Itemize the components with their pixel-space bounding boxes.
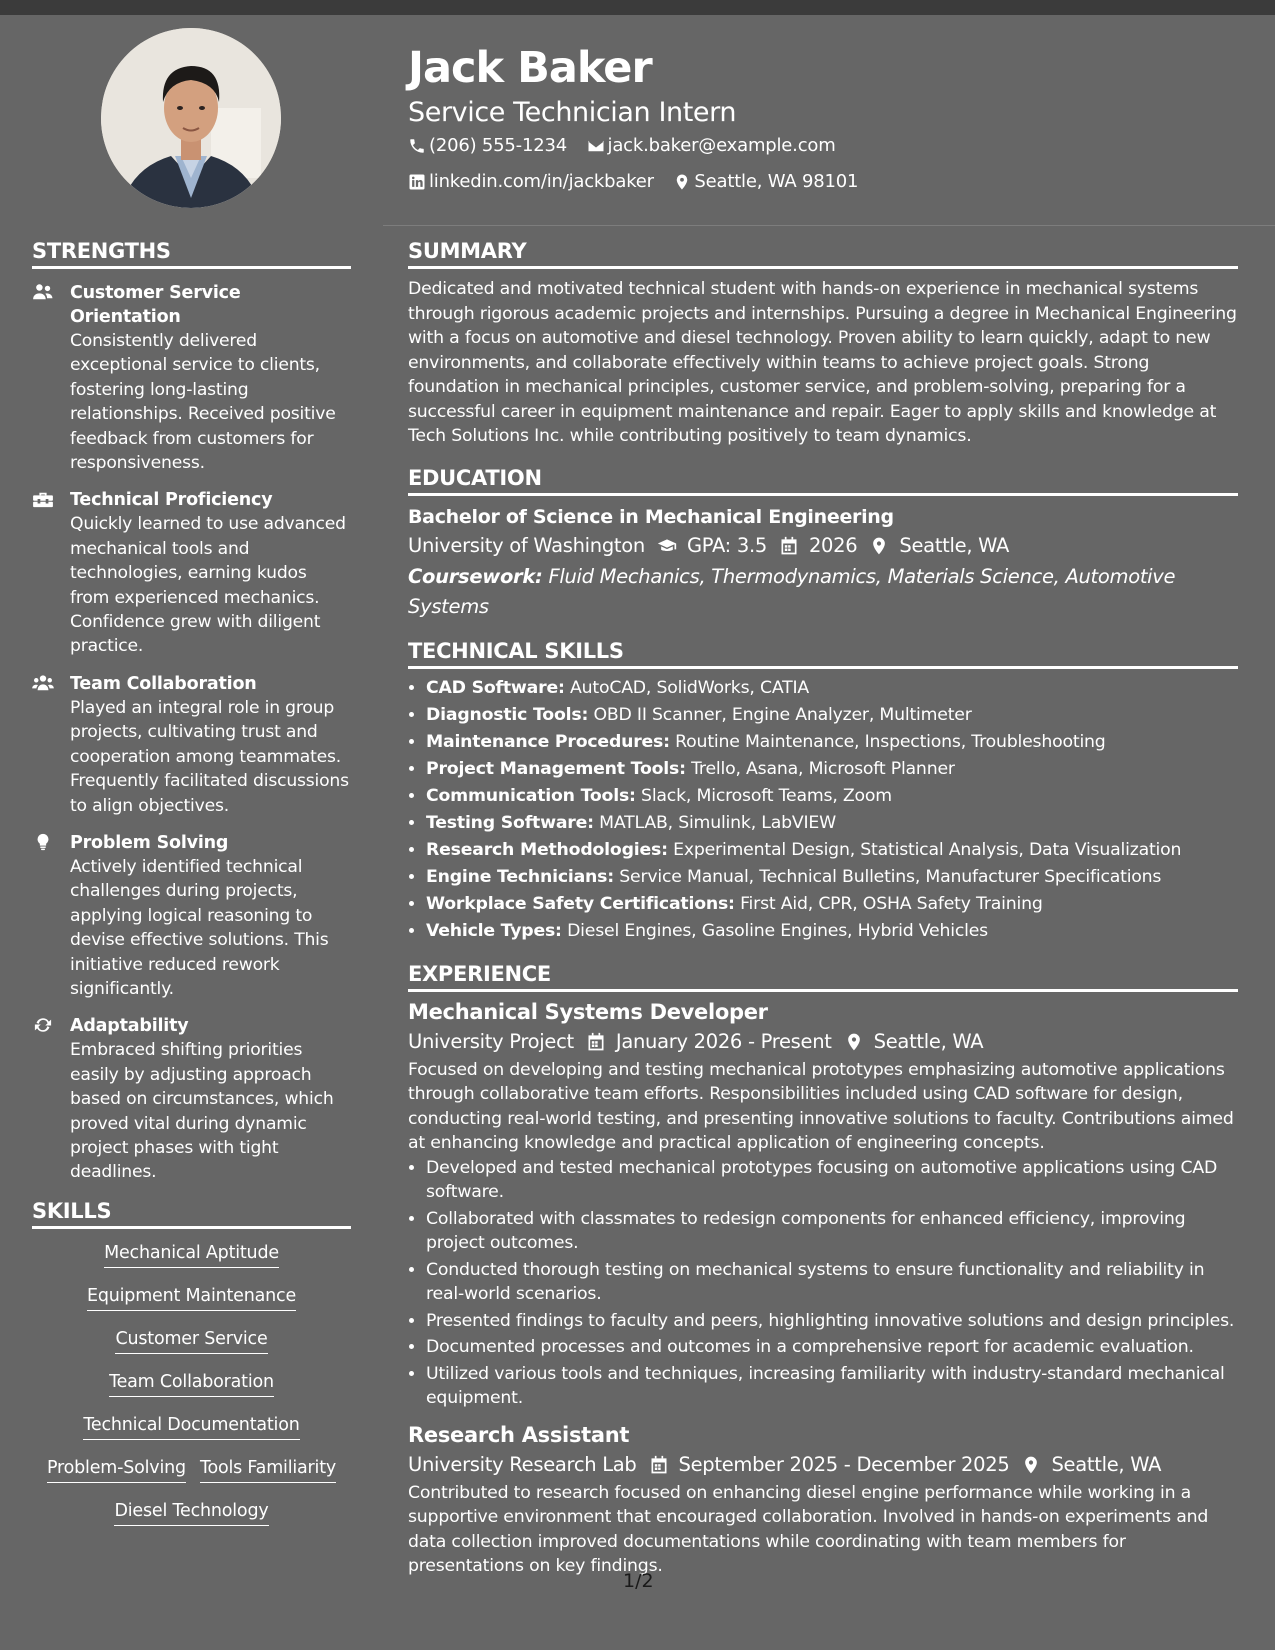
phone-contact: [408, 130, 567, 162]
contact-row-2: [408, 166, 1238, 202]
job-dates: September 2025 - December 2025: [678, 1452, 1010, 1476]
job-description: Contributed to research focused on enhancing diesel engine performance while working in a supportive environment that encouraged collaboration. Involved in hands-on experiments and data collection improved documentations while coordinating with team members for presentations on key findings.: [408, 1482, 1209, 1576]
skill-value: Experimental Design, Statistical Analysis, Data Visualization: [673, 839, 1182, 860]
skill-value: MATLAB, Simulink, LabVIEW: [599, 812, 837, 833]
list-item: [426, 756, 1238, 783]
calendar-icon: [649, 1455, 669, 1475]
skills-heading: SKILLS: [32, 1198, 351, 1229]
strength-desc: Consistently delivered exceptional service to clients, fostering long-lasting relationships. Received positive feedback from customers for responsiveness.: [70, 331, 336, 474]
header-divider: [383, 225, 1275, 226]
location-text: Seattle, WA 98101: [694, 171, 859, 192]
map-pin-icon: [673, 173, 691, 191]
strength-item: [32, 1014, 351, 1184]
right-column: [408, 238, 1238, 1579]
job-dates: January 2026 - Present: [615, 1029, 832, 1053]
list-item: [426, 729, 1238, 756]
list-item: • Presented findings to faculty and peers, highlighting innovative solutions and design principles.: [426, 1309, 1238, 1334]
map-pin-icon: [869, 536, 889, 556]
job-org: University Research Lab: [408, 1452, 637, 1476]
list-item: [426, 702, 1238, 729]
skill-label: Workplace Safety Certifications:: [426, 893, 735, 914]
job-meta: [408, 1449, 1238, 1481]
contact-row-1: [408, 130, 1238, 166]
skill-value: Service Manual, Technical Bulletins, Manufacturer Specifications: [619, 866, 1162, 887]
strength-title: Customer Service Orientation: [70, 283, 241, 327]
strength-desc: Played an integral role in group projects, cultivating trust and cooperation among teammates. Frequently facilitated discussions to align objectives.: [70, 697, 349, 816]
skill-label: Vehicle Types:: [426, 920, 562, 941]
skill-tag: Customer Service: [115, 1327, 267, 1354]
strength-desc: Actively identified technical challenges during projects, applying logical reasoning to devise effective solutions. This initiative reduced rework significantly.: [70, 856, 329, 999]
strength-item: [32, 488, 351, 658]
calendar-icon: [586, 1032, 606, 1052]
skill-value: First Aid, CPR, OSHA Safety Training: [740, 893, 1043, 914]
list-item: [426, 864, 1238, 891]
strength-title: Technical Proficiency: [70, 490, 273, 511]
strength-item: [32, 831, 351, 1001]
job-location: Seattle, WA: [873, 1029, 984, 1053]
skill-tag: Team Collaboration: [109, 1370, 274, 1397]
users-icon: [32, 283, 54, 301]
skill-value: Diesel Engines, Gasoline Engines, Hybrid Vehicles: [567, 920, 988, 941]
location-contact: [673, 166, 858, 198]
list-item: [426, 783, 1238, 810]
skill-label: CAD Software:: [426, 677, 565, 698]
technical-skills-heading: TECHNICAL SKILLS: [408, 638, 1238, 669]
skill-label: Engine Technicians:: [426, 866, 614, 887]
list-item: [426, 837, 1238, 864]
lightbulb-icon: [32, 833, 54, 851]
experience-section: [408, 961, 1238, 1579]
strengths-heading: STRENGTHS: [32, 238, 351, 269]
job-org: University Project: [408, 1029, 574, 1053]
skill-value: Slack, Microsoft Teams, Zoom: [641, 785, 892, 806]
sync-icon: [32, 1016, 54, 1034]
graduation-cap-icon: [657, 536, 677, 556]
linkedin-contact[interactable]: [408, 166, 654, 198]
strength-item: [32, 281, 351, 475]
map-pin-icon: [844, 1032, 864, 1052]
skill-tag: Tools Familiarity: [200, 1456, 336, 1483]
map-pin-icon: [1021, 1455, 1041, 1475]
list-item: [426, 918, 1238, 945]
degree-title: Bachelor of Science in Mechanical Engineering: [408, 505, 894, 528]
strengths-list: [32, 281, 351, 1185]
linkedin-icon: [408, 173, 426, 191]
summary-heading: SUMMARY: [408, 238, 1238, 269]
email-contact[interactable]: [587, 130, 836, 162]
strength-item: [32, 672, 351, 818]
list-item: • Collaborated with classmates to redesign components for enhanced efficiency, improving project outcomes.: [426, 1207, 1238, 1256]
technical-skills-section: [408, 638, 1238, 945]
top-bar: [0, 0, 1275, 15]
job-title: Research Assistant: [408, 1422, 630, 1447]
team-icon: [32, 674, 54, 692]
coursework-label: Coursework:: [408, 564, 543, 588]
candidate-name: Jack Baker: [408, 43, 652, 93]
skill-tag: Equipment Maintenance: [87, 1284, 296, 1311]
skill-tag: Mechanical Aptitude: [104, 1241, 279, 1268]
job-meta: [408, 1026, 1238, 1058]
skill-value: OBD II Scanner, Engine Analyzer, Multimeter: [593, 704, 972, 725]
list-item: • Developed and tested mechanical prototypes focusing on automotive applications using CAD software.: [426, 1156, 1238, 1205]
phone-icon: [408, 137, 426, 155]
page-indicator: 1/2: [623, 1570, 654, 1592]
list-item: • Utilized various tools and techniques, increasing familiarity with industry-standard mechanical equipment.: [426, 1362, 1238, 1411]
skill-label: Diagnostic Tools:: [426, 704, 589, 725]
skill-tag: Diesel Technology: [114, 1499, 268, 1526]
list-item: [426, 810, 1238, 837]
profile-photo: [101, 28, 281, 208]
candidate-title: Service Technician Intern: [408, 97, 737, 128]
technical-skills-list: [408, 675, 1238, 945]
resume-header: [408, 40, 1238, 202]
skill-value: AutoCAD, SolidWorks, CATIA: [570, 677, 809, 698]
strength-desc: Embraced shifting priorities easily by adjusting approach based on circumstances, which proved vital during dynamic project phases with tight deadlines.: [70, 1040, 334, 1183]
skill-value: Routine Maintenance, Inspections, Troubleshooting: [675, 731, 1106, 752]
education-location: Seattle, WA: [899, 533, 1010, 557]
coursework: [408, 562, 1238, 622]
job-description: Focused on developing and testing mechanical prototypes emphasizing automotive applications through collaborative team efforts. Responsibilities included using CAD software for design, conducting real-world testing, and presenting innovative solutions to faculty. Contributions aimed at enhancing knowledge and practical application of engineering concepts.: [408, 1059, 1234, 1153]
linkedin-text[interactable]: linkedin.com/in/jackbaker: [429, 171, 654, 192]
skill-tag: Technical Documentation: [83, 1413, 299, 1440]
list-item: • Conducted thorough testing on mechanical systems to ensure functionality and reliability in real-world scenarios.: [426, 1258, 1238, 1307]
strength-desc: Quickly learned to use advanced mechanical tools and technologies, earning kudos from experienced mechanics. Confidence grew with diligent practice.: [70, 514, 346, 657]
toolbox-icon: [32, 490, 54, 508]
email-text[interactable]: jack.baker@example.com: [607, 135, 836, 156]
job-bullets: [408, 1156, 1238, 1411]
skill-label: Project Management Tools:: [426, 758, 686, 779]
envelope-icon: [587, 137, 605, 155]
job-location: Seattle, WA: [1051, 1452, 1162, 1476]
strength-title: Problem Solving: [70, 832, 229, 853]
phone-text: (206) 555-1234: [429, 135, 567, 156]
school-name: University of Washington: [408, 533, 645, 557]
skill-value: Trello, Asana, Microsoft Planner: [691, 758, 955, 779]
skill-label: Testing Software:: [426, 812, 594, 833]
graduation-year: 2026: [808, 533, 858, 557]
list-item: [426, 675, 1238, 702]
education-section: [408, 465, 1238, 622]
education-meta: [408, 530, 1238, 562]
skill-label: Communication Tools:: [426, 785, 636, 806]
calendar-icon: [779, 536, 799, 556]
job-title: Mechanical Systems Developer: [408, 999, 768, 1024]
skill-tags: [32, 1241, 351, 1542]
coursework-list: Fluid Mechanics, Thermodynamics, Materials Science, Automotive Systems: [408, 564, 1176, 618]
gpa-text: GPA: 3.5: [686, 533, 767, 557]
skill-label: Research Methodologies:: [426, 839, 668, 860]
strength-title: Team Collaboration: [70, 673, 257, 694]
summary-text: Dedicated and motivated technical student with hands-on experience in mechanical systems through rigorous academic projects and internships. Pursuing a degree in Mechanical Engineering with a focus on automotive and diesel technology. Proven ability to learn quickly, adapt to new environments, and collaborate effectively within teams to achieve project goals. Strong foundation in mechanical principles, customer service, and problem-solving, preparing for a successful career in equipment maintenance and repair. Eager to apply skills and knowledge at Tech Solutions Inc. while contributing positively to team dynamics.: [408, 279, 1237, 446]
strength-title: Adaptability: [70, 1016, 189, 1037]
education-heading: EDUCATION: [408, 465, 1238, 496]
skill-label: Maintenance Procedures:: [426, 731, 670, 752]
left-column: [32, 238, 351, 1542]
experience-heading: EXPERIENCE: [408, 961, 1238, 992]
list-item: • Documented processes and outcomes in a comprehensive report for academic evaluation.: [426, 1335, 1238, 1360]
list-item: [426, 891, 1238, 918]
skill-tag: Problem-Solving: [47, 1456, 186, 1483]
